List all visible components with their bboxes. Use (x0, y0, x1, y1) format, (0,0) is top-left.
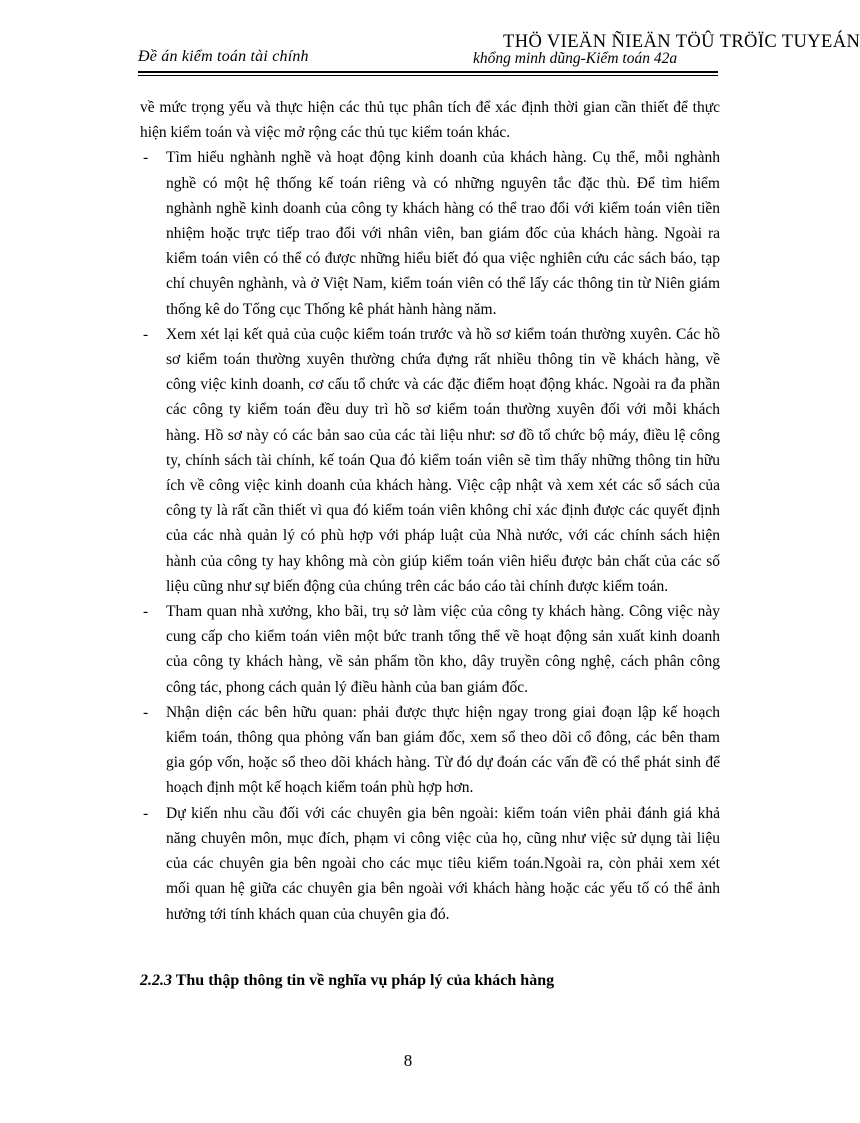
header-author: khổng minh dũng-Kiểm toán 42a (473, 50, 678, 67)
bullet-list (140, 145, 720, 926)
bullet-dash: - (143, 603, 149, 621)
header-library-name: THÖ VIEÄN ÑIEÄN TÖÛ TRÖÏC TUYEÁN (503, 32, 860, 52)
header-document-title: Đề án kiểm toán tài chính (138, 48, 309, 65)
list-item (140, 801, 720, 927)
bullet-dash: - (143, 703, 149, 721)
page-number: 8 (403, 1051, 413, 1070)
list-item-text: Tham quan nhà xưởng, kho bãi, trụ sở làm việc của công ty khách hàng. Công việc này cung cấp cho kiểm toán viên một bức tranh tổng thể về hoạt động sản xuất kinh doanh của công ty khách hàng, về sản phẩm tồn kho, dây truyền công nghệ, cách phân công công tác, phong cách quản lý điều hành của ban giám đốc. (166, 603, 720, 696)
list-item (140, 700, 720, 801)
page-header (138, 30, 860, 74)
header-rule-thick (138, 71, 718, 73)
section-heading (140, 972, 554, 990)
bullet-dash: - (143, 325, 149, 343)
list-item-text: Tìm hiểu nghành nghề và hoạt động kinh doanh của khách hàng. Cụ thể, mỗi nghành nghề có một hệ thống kế toán riêng và có những nguyên tắc đặc thù. Để tìm hiểm nghành nghề kinh doanh của công ty khách hàng có thể trao đổi với kiểm toán viên tiền nhiệm hoặc trực tiếp trao đổi với nhân viên, ban giám đốc của khách hàng. Ngoài ra kiểm toán viên có thể có được những hiểu biết đó qua việc nghiên cứu các sách báo, tạp chí chuyên nghành, và ở Việt Nam, kiểm toán viên có thể lấy các thông tin từ Niên giám thống kê do Tổng cục Thống kê phát hành hàng năm. (166, 149, 720, 318)
body-text (140, 95, 720, 927)
list-item-text: Xem xét lại kết quả của cuộc kiểm toán trước và hồ sơ kiểm toán thường xuyên. Các hồ sơ kiểm toán thường xuyên thường chứa đựng rất nhiều thông tin về khách hàng, về công việc kinh doanh, cơ cấu tổ chức và các đặc điểm hoạt động khác. Ngoài ra đa phần các công ty kiểm toán đều duy trì hồ sơ kiểm toán thường xuyên đối với mỗi khách hàng. Hồ sơ này có các bản sao của các tài liệu như: sơ đồ tổ chức bộ máy, điều lệ công ty, chính sách tài chính, kế toán Qua đó kiểm toán viên sẽ tìm thấy những thông tin hữu ích về công việc kinh doanh của khách hàng. Việc cập nhật và xem xét các sổ sách của công ty là rất cần thiết vì qua đó kiểm toán viên không chỉ xác định được các quyết định của các nhà quản lý có phù hợp với pháp luật của Nhà nước, với các chính sách hiện hành của công ty hay không mà còn giúp kiểm toán viên hiểu được bản chất của các số liệu cũng như sự biến động của chúng trên các báo cáo tài chính được kiểm toán. (166, 325, 720, 595)
list-item (140, 322, 720, 599)
list-item-text: Dự kiến nhu cầu đối với các chuyên gia bên ngoài: kiểm toán viên phải đánh giá khả năng chuyên môn, mục đích, phạm vi công việc của họ, cũng như việc sử dụng tài liệu của các chuyên gia bên ngoài cho các mục tiêu kiểm toán.Ngoài ra, còn phải xem xét mối quan hệ giữa các chuyên gia bên ngoài với khách hàng hoặc các yếu tố có thể ảnh hưởng tới tính khách quan của chuyên gia đó. (166, 804, 720, 923)
header-rule-thin (138, 75, 718, 76)
intro-paragraph: về mức trọng yếu và thực hiện các thủ tục phân tích để xác định thời gian cần thiết để thực hiện kiểm toán và việc mở rộng các thủ tục kiểm toán khác. (140, 99, 720, 142)
list-item (140, 145, 720, 321)
bullet-dash: - (143, 149, 149, 167)
list-item-text: Nhận diện các bên hữu quan: phải được thực hiện ngay trong giai đoạn lập kế hoạch kiểm toán, thông qua phỏng vấn ban giám đốc, xem sổ theo dõi cổ đông, các bên tham gia góp vốn, hoặc sổ theo dõi khách hàng. Từ đó dự đoán các vấn đề có thể phát sinh để hoạch định một kế hoạch kiểm toán phù hợp hơn. (166, 703, 720, 797)
list-item (140, 599, 720, 700)
section-title: Thu thập thông tin về nghĩa vụ pháp lý của khách hàng (175, 972, 555, 989)
bullet-dash: - (143, 804, 149, 822)
section-number: 2.2.3 (140, 972, 172, 989)
